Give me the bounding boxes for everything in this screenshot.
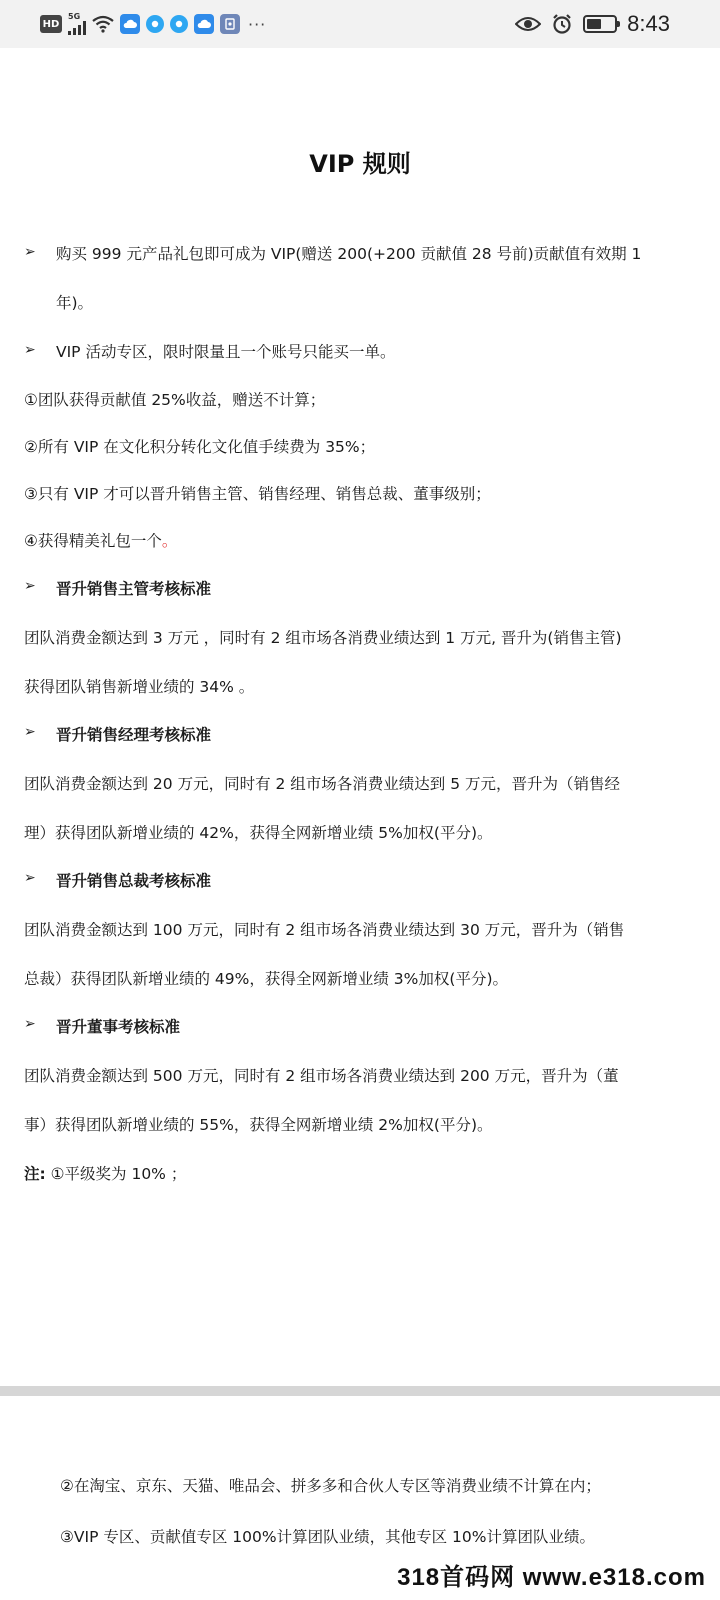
hd-badge: HD [40, 15, 62, 33]
section-manager-line-2: 理）获得团队新增业绩的 42%，获得全网新增业绩 5%加权(平分)。 [24, 824, 493, 842]
card-app-icon [220, 14, 240, 34]
battery-icon [583, 15, 617, 33]
bullet-arrow-icon: ➢ [24, 244, 36, 260]
note-item-2: ②在淘宝、京东、天猫、唯品会、拼多多和合伙人专区等消费业绩不计算在内； [60, 1477, 601, 1495]
alarm-icon [551, 13, 573, 35]
vip-zone-line: VIP 活动专区，限时限量且一个账号只能买一单。 [56, 343, 396, 361]
cloud-app-icon [120, 14, 140, 34]
status-bar [0, 0, 720, 48]
benefit-item-1: ①团队获得贡献值 25%收益，赠送不计算； [24, 391, 326, 409]
note-line-1 [24, 1162, 186, 1184]
note-item-3: ③VIP 专区、贡献值专区 100%计算团队业绩，其他专区 10%计算团队业绩。 [60, 1528, 595, 1546]
note-label: 注: [24, 1165, 46, 1183]
benefit-item-4-end: 。 [161, 532, 178, 550]
page-title: VIP 规则 [309, 150, 411, 178]
status-right [515, 10, 670, 38]
cloud-sync-icon [194, 14, 214, 34]
vip-purchase-line-2: 年)。 [56, 294, 94, 312]
section-supervisor-line-2: 获得团队销售新增业绩的 34% 。 [24, 678, 255, 696]
section-manager-line-1: 团队消费金额达到 20 万元，同时有 2 组市场各消费业绩达到 5 万元，晋升为（销售经 [24, 775, 621, 793]
bullet-arrow-icon: ➢ [24, 578, 36, 594]
benefit-item-3: ③只有 VIP 才可以晋升销售主管、销售经理、销售总裁、董事级别； [24, 485, 491, 503]
section-supervisor-line-1: 团队消费金额达到 3 万元 ，同时有 2 组市场各消费业绩达到 1 万元, 晋升为(销售主管) [24, 629, 622, 647]
section-heading-director: 晋升董事考核标准 [56, 1018, 181, 1036]
eye-comfort-icon [515, 15, 541, 33]
bullet-arrow-icon: ➢ [24, 724, 36, 740]
bullet-arrow-icon: ➢ [24, 342, 36, 358]
chat-app-icon [170, 15, 188, 33]
benefit-item-4 [24, 529, 177, 551]
signal-5g-icon [68, 13, 86, 35]
benefit-item-2: ②所有 VIP 在文化积分转化文化值手续费为 35%； [24, 438, 376, 456]
benefit-item-4-text: ④获得精美礼包一个 [24, 532, 162, 550]
bullet-arrow-icon: ➢ [24, 1016, 36, 1032]
page-divider [0, 1386, 720, 1396]
site-watermark: 318首码网 www.e318.com [397, 1564, 706, 1591]
more-notifications-icon: ··· [248, 14, 267, 34]
section-director-line-1: 团队消费金额达到 500 万元，同时有 2 组市场各消费业绩达到 200 万元，晋升为（董 [24, 1067, 619, 1085]
section-heading-supervisor: 晋升销售主管考核标准 [56, 580, 212, 598]
message-app-icon [146, 15, 164, 33]
status-clock: 8:43 [627, 11, 670, 36]
section-director-line-2: 事）获得团队新增业绩的 55%，获得全网新增业绩 2%加权(平分)。 [24, 1116, 493, 1134]
section-president-line-2: 总裁）获得团队新增业绩的 49%，获得全网新增业绩 3%加权(平分)。 [24, 970, 508, 988]
bullet-arrow-icon: ➢ [24, 870, 36, 886]
section-heading-president: 晋升销售总裁考核标准 [56, 872, 212, 890]
section-president-line-1: 团队消费金额达到 100 万元，同时有 2 组市场各消费业绩达到 30 万元，晋升为（销售 [24, 921, 625, 939]
note-item-1: ①平级奖为 10% ； [50, 1165, 187, 1183]
wifi-icon [92, 15, 114, 33]
status-left [40, 12, 266, 36]
signal-label: 5G [68, 12, 81, 21]
vip-purchase-line-1: 购买 999 元产品礼包即可成为 VIP(赠送 200(+200 贡献值 28 号前)贡献值有效期 1 [56, 245, 642, 263]
section-heading-manager: 晋升销售经理考核标准 [56, 726, 212, 744]
